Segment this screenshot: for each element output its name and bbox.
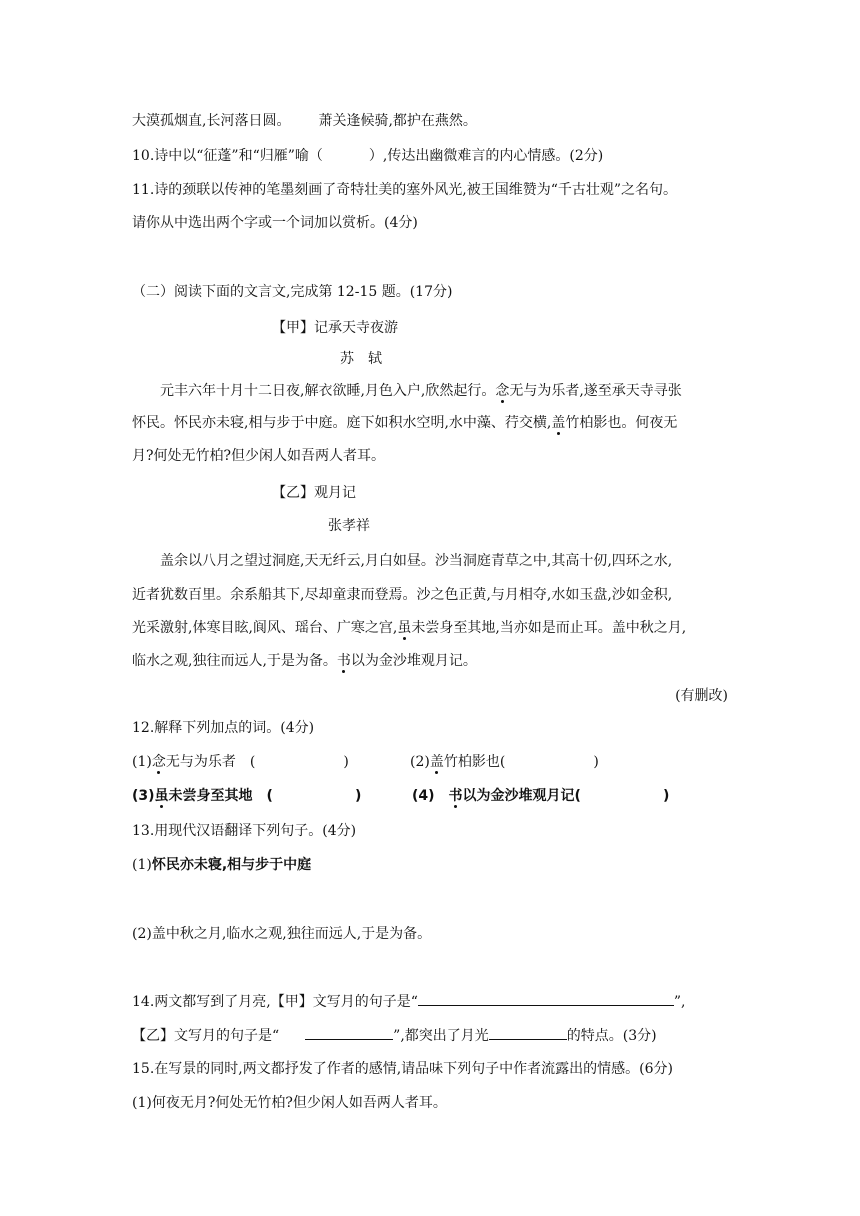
poem-line-2: 萧关逢候骑,都护在燕然。 <box>318 113 477 129</box>
question-14-line-2: 【乙】文写月的句子是“ ”,都突出了月光 的特点。(3分) <box>132 1025 657 1046</box>
passage-jia-title: 【甲】记承天寺夜游 <box>272 320 398 336</box>
answer-blank-14-jia[interactable] <box>418 991 674 1006</box>
question-12-item-3: (3)虽未尝身至其地 ( ) <box>132 788 362 804</box>
passage-yi-line-1: 盖余以八月之望过洞庭,天无纤云,月白如昼。沙当洞庭青草之中,其高十仞,四环之水, <box>160 553 673 569</box>
dotted-word-nian: 念 <box>151 754 166 770</box>
poem-line <box>132 111 477 131</box>
passage-jia-line-1: 元丰六年十月十二日夜,解衣欲睡,月色入户,欣然起行。念无与为乐者,遂至承天寺寻张 <box>160 383 682 399</box>
question-10-text-end: ）,传达出幽微难言的内心情感。(2分) <box>368 148 604 164</box>
question-15-title: 15.在写景的同时,两文都抒发了作者的感情,请品味下列句子中作者流露出的情感。(6分) <box>132 1061 673 1077</box>
section-2-heading: （二）阅读下面的文言文,完成第 12-15 题。(17分) <box>132 284 453 300</box>
passage-jia-line-2: 怀民。怀民亦未寝,相与步于中庭。庭下如积水空明,水中藻、荇交横,盖竹柏影也。何夜无 <box>132 415 678 431</box>
dotted-word-gai: 盖 <box>551 415 566 431</box>
passage-yi-title: 【乙】观月记 <box>272 485 356 501</box>
passage-jia-line-3: 月?何处无竹柏?但少闲人如吾两人者耳。 <box>132 448 386 464</box>
dotted-word-sui: 虽 <box>397 620 412 636</box>
question-13-sentence-1: (1)怀民亦未寝,相与步于中庭 <box>132 857 312 873</box>
question-12-item-1: (1)念无与为乐者 ( ) <box>132 754 349 770</box>
question-12-title: 12.解释下列加点的词。(4分) <box>132 720 315 736</box>
passage-yi-author: 张孝祥 <box>328 518 370 534</box>
passage-yi-line-3: 光采激射,体寒目眩,阆风、瑶台、广寒之宫,虽未尝身至其地,当亦如是而止耳。盖中秋之月, <box>132 620 687 636</box>
passage-yi-line-4: 临水之观,独往而远人,于是为备。书以为金沙堆观月记。 <box>132 653 477 669</box>
question-10 <box>132 146 603 166</box>
question-12-item-2: (2)盖竹柏影也( ) <box>410 754 599 770</box>
dotted-word-shu: 书 <box>448 788 463 804</box>
question-13-title: 13.用现代汉语翻译下列句子。(4分) <box>132 823 357 839</box>
question-13-sentence-2: (2)盖中秋之月,临水之观,独往而远人,于是为备。 <box>132 926 432 942</box>
dotted-word-sui: 虽 <box>154 788 169 804</box>
passage-yi-line-2: 近者犹数百里。余系船其下,尽却童隶而登焉。沙之色正黄,与月相夺,水如玉盘,沙如金积, <box>132 587 673 603</box>
dotted-word-shu: 书 <box>336 653 351 669</box>
dotted-word-nian: 念 <box>495 383 510 399</box>
question-11-line-1: 11.诗的颈联以传神的笔墨刻画了奇特壮美的塞外风光,被王国维赞为“千古壮观”之名句。 <box>132 182 678 198</box>
question-11-line-2: 请你从中选出两个字或一个词加以赏析。(4分) <box>132 215 418 231</box>
answer-blank-14-yi[interactable] <box>305 1025 393 1040</box>
question-14-line-1: 14.两文都写到了月亮,【甲】文写月的句子是“ ”, <box>132 991 685 1012</box>
poem-line-1: 大漠孤烟直,长河落日圆。 <box>132 113 291 129</box>
passage-yi-note: (有删改) <box>675 688 728 704</box>
question-15-sentence-1: (1)何夜无月?何处无竹柏?但少闲人如吾两人者耳。 <box>132 1095 447 1111</box>
passage-jia-author: 苏 轼 <box>340 351 382 367</box>
question-12-item-4: (4) 书以为金沙堆观月记( ) <box>412 788 670 804</box>
question-10-text: 10.诗中以“征蓬”和“归雁”喻（ <box>132 148 323 164</box>
dotted-word-gai: 盖 <box>429 754 444 770</box>
answer-blank-14-feature[interactable] <box>489 1025 567 1040</box>
